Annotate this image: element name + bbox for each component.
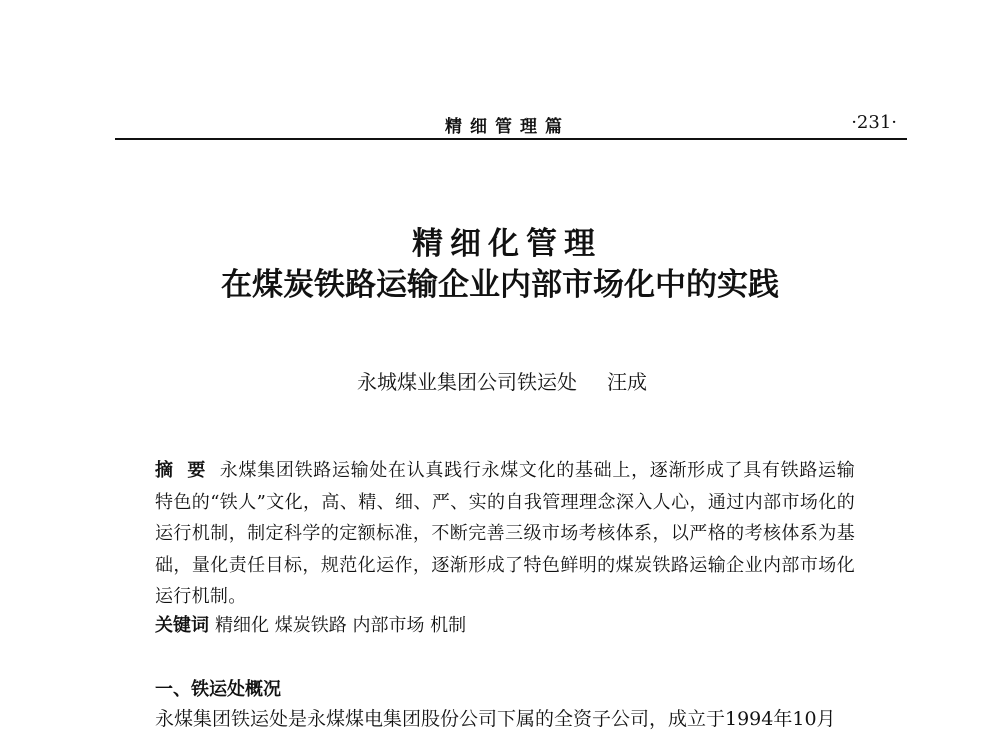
keywords-text: 精细化 煤炭铁路 内部市场 机制 [215,615,467,636]
article-title-line-2: 在煤炭铁路运输企业内部市场化中的实践 [221,267,779,303]
page-number: ·231· [851,112,897,133]
author: 汪成 [607,370,647,394]
keywords-label: 关键词 [155,615,209,636]
article-title-line-1: 精细化管理 [412,226,602,262]
keywords [155,611,466,637]
byline [0,366,1000,395]
abstract-label: 摘要 [155,460,220,481]
body-paragraph-first-line: 永煤集团铁运处是永煤煤电集团股份公司下属的全资子公司，成立于1994年10月 [155,708,836,730]
section-heading: 一、铁运处概况 [155,679,281,700]
abstract [155,455,855,613]
running-header [115,112,907,138]
abstract-text: 永煤集团铁路运输处在认真践行永煤文化的基础上，逐渐形成了具有铁路运输特色的“铁人”文化，高、精、细、严、实的自我管理理念深入人心，通过内部市场化的运行机制，制定科学的定额标准，不断完善三级市场考核体系，以严格的考核体系为基础，量化责任目标，规范化运作，逐渐形成了特色鲜明的煤炭铁路运输企业内部市场化运行机制。 [155,460,856,607]
running-title: 精细管理篇 [445,117,570,137]
header-rule [115,138,907,140]
affiliation: 永城煤业集团公司铁运处 [357,370,577,394]
